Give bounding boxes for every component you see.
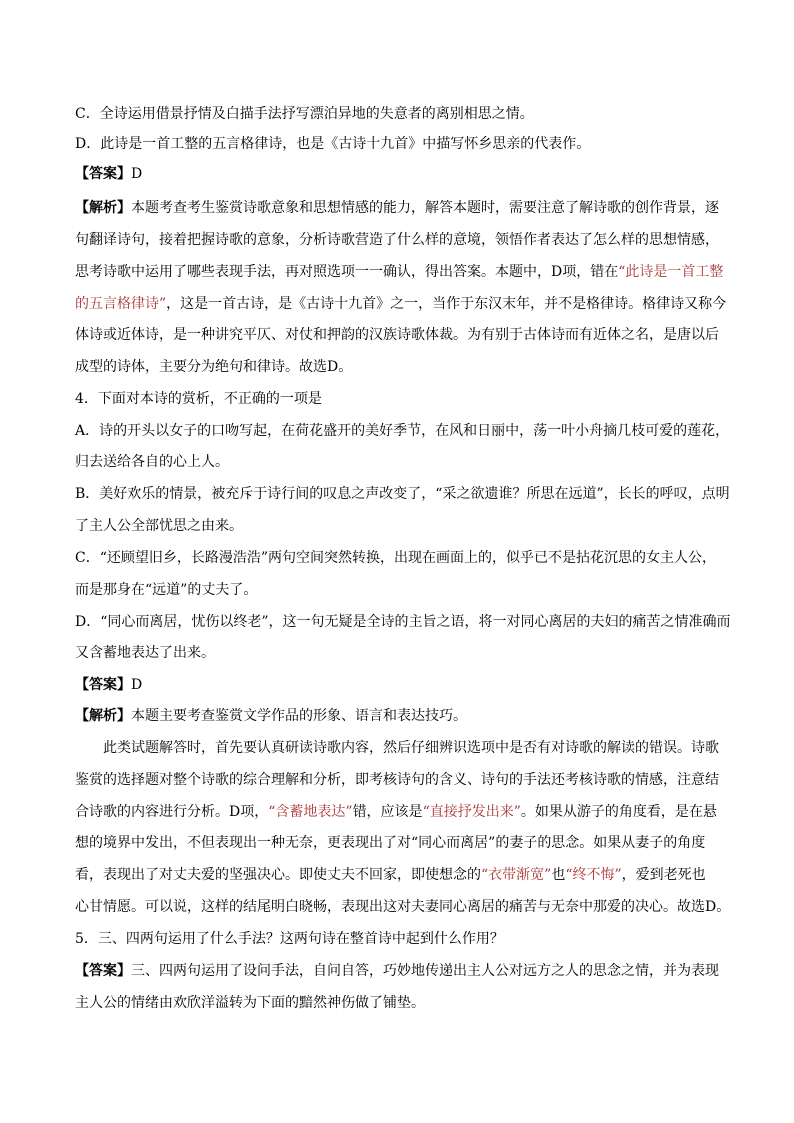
- analysis-text: 也: [551, 867, 566, 883]
- analysis-text: 思考诗歌中运用了哪些表现手法，再对照选项一一确认，得出答案。本题中，D项，错在: [75, 264, 619, 280]
- analysis-text: 看，表现出了对丈夫爱的坚强决心。即使丈夫不回家，即使想念的: [75, 867, 481, 883]
- q3-analysis-line-2: 句翻译诗句，接着把握诗歌的意象，分析诗歌营造了什么样的意境，领悟作者表达了怎么样的思想情感，: [75, 232, 719, 248]
- q3-analysis-line-6: 成型的诗体，主要分为绝句和律诗。故选D。: [75, 359, 353, 375]
- q4-analysis-line-1: [75, 706, 467, 726]
- q5-answer-line-2: 主人公的情绪由欢欣洋溢转为下面的黯然神伤做了铺垫。: [75, 995, 425, 1011]
- q3-answer: [75, 164, 142, 184]
- q3-option-c: C．全诗运用借景抒情及白描手法抒写漂泊异地的失意者的离别相思之情。: [75, 106, 534, 122]
- analysis-text: ，这是一首古诗，是《古诗十九首》之一，当作于东汉末年，并不是格律诗。格律诗又称今: [166, 296, 727, 312]
- question-5: 5．三、四两句运用了什么手法？这两句诗在整首诗中起到什么作用？: [75, 931, 504, 947]
- highlight-quote: “衣带渐宽”: [481, 867, 552, 883]
- q4-option-d-line-1: D．“同心而离居，忧伤以终老”，这一句无疑是全诗的主旨之语，将一对同心离居的夫妇的痛苦之情准确而: [75, 614, 731, 630]
- q4-option-a-line-1: A．诗的开头以女子的口吻写起，在荷花盛开的美好季节，在风和日丽中，荡一叶小舟摘几枝可爱的莲花，: [75, 423, 730, 439]
- q5-answer-line-1: [75, 961, 719, 981]
- q4-option-a-line-2: 归去送给各自的心上人。: [75, 454, 229, 470]
- q4-option-b-line-2: 了主人公全部忧思之由来。: [75, 518, 243, 534]
- answer-label: 【答案】: [75, 963, 131, 979]
- highlight-quote: 的五言格律诗”: [75, 296, 167, 312]
- q3-analysis-line-1: [75, 198, 719, 218]
- analysis-label: 【解析】: [75, 200, 131, 216]
- q4-analysis-para-line-2: 鉴赏的选择题对整个诗歌的综合理解和分析，即考核诗句的含义、诗句的手法还考核诗歌的情感，注意结: [75, 772, 719, 788]
- analysis-text: 本题考查考生鉴赏诗歌意象和思想情感的能力，解答本题时，需要注意了解诗歌的创作背景，逐: [131, 200, 719, 216]
- q4-analysis-para-line-4: 想的境界中发出，不但表现出一种无奈，更表现出了对“同心而离居”的妻子的思念。如果从妻子的角度: [75, 835, 706, 851]
- highlight-quote: “此诗是一首工整: [618, 264, 724, 280]
- highlight-quote: “含蓄地表达”: [268, 804, 353, 820]
- answer-text: 三、四两句运用了设问手法，自问自答，巧妙地传递出主人公对远方之人的思念之情，并为表现: [131, 963, 719, 979]
- q4-option-c-line-1: C．“还顾望旧乡，长路漫浩浩”两句空间突然转换，出现在画面上的，似乎已不是拈花沉思的女主人公，: [75, 550, 717, 566]
- analysis-label: 【解析】: [75, 708, 131, 724]
- q4-analysis-para-line-1: 此类试题解答时，首先要认真研读诗歌内容，然后仔细辨识选项中是否有对诗歌的解读的错误。诗歌: [103, 740, 719, 756]
- analysis-text: 。如果从游子的角度看，是在悬: [520, 804, 717, 820]
- answer-value: D: [131, 677, 143, 693]
- highlight-quote: “直接抒发出来”: [422, 804, 521, 820]
- q3-option-d: D．此诗是一首工整的五言格律诗，也是《古诗十九首》中描写怀乡思亲的代表作。: [75, 136, 591, 152]
- q4-option-b-line-1: B．美好欢乐的情景，被充斥于诗行间的叹息之声改变了，“采之欲遗谁？所思在远道”，长长的呼叹，点明: [75, 486, 730, 502]
- q4-analysis-para-line-3: [75, 802, 717, 822]
- q3-analysis-line-5: 体诗或近体诗，是一种讲究平仄、对仗和押韵的汉族诗歌体裁。为有别于古体诗而有近体之名，是唐以后: [75, 327, 719, 343]
- analysis-text: 本题主要考查鉴赏文学作品的形象、语言和表达技巧。: [131, 708, 467, 724]
- answer-label: 【答案】: [75, 166, 131, 182]
- question-4: 4．下面对本诗的赏析，不正确的一项是: [75, 391, 322, 407]
- analysis-text: ，爱到老死也: [621, 867, 706, 883]
- answer-label: 【答案】: [75, 677, 131, 693]
- q3-analysis-line-3: [75, 262, 723, 282]
- q4-answer: [75, 675, 142, 695]
- q4-option-c-line-2: 而是那身在“远道”的丈夫了。: [75, 582, 258, 598]
- q4-analysis-para-line-5: [75, 865, 706, 885]
- q3-analysis-line-4: [75, 294, 726, 314]
- highlight-quote: “终不悔”: [565, 867, 622, 883]
- analysis-text: 错，应该是: [352, 804, 423, 820]
- q4-analysis-para-line-6: 心甘情愿。可以说，这样的结尾明白晓畅，表现出这对夫妻同心离居的痛苦与无奈中那爱的决心。故选D。: [75, 899, 731, 915]
- analysis-text: 合诗歌的内容进行分析。D项，: [75, 804, 269, 820]
- answer-value: D: [131, 166, 143, 182]
- q4-option-d-line-2: 又含蓄地表达了出来。: [75, 645, 215, 661]
